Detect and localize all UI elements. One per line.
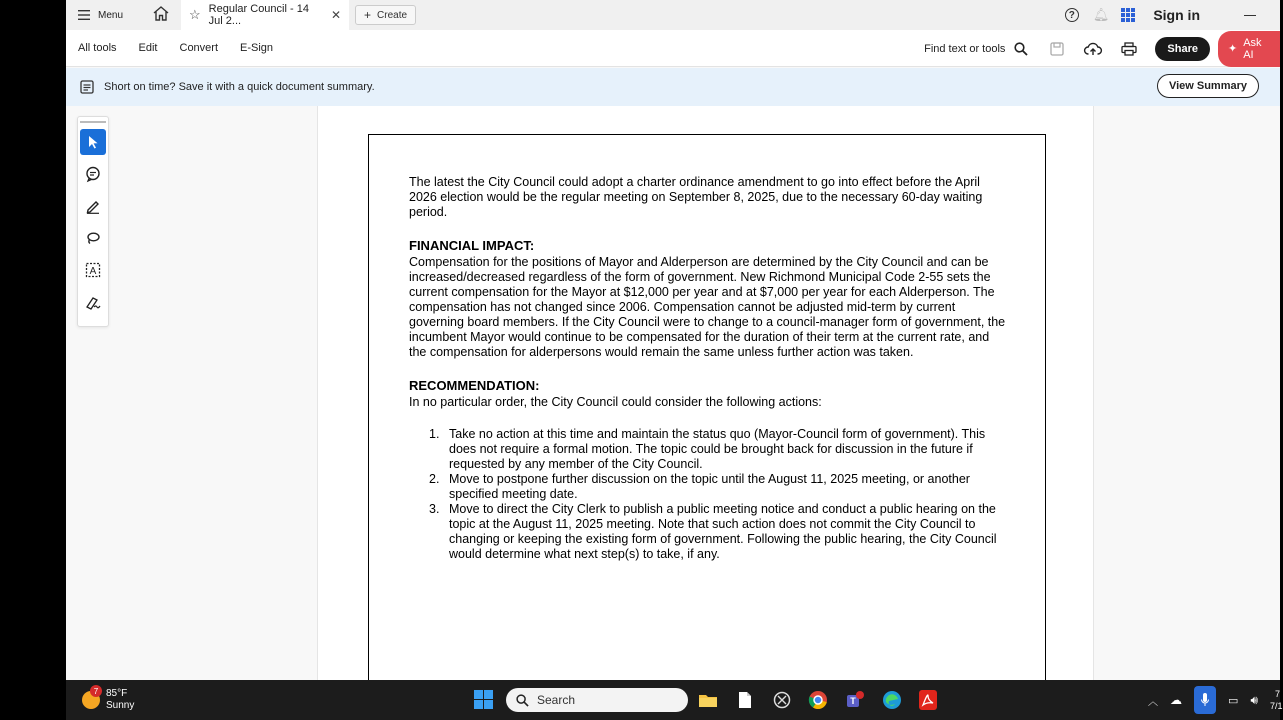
text-box-icon — [85, 262, 101, 278]
recommendation-intro: In no particular order, the City Council could consider the following actions: — [409, 395, 822, 409]
edge-icon[interactable] — [882, 690, 902, 710]
search-label: Search — [537, 693, 576, 707]
acrobat-icon[interactable] — [918, 690, 938, 710]
menu-convert[interactable]: Convert — [179, 42, 219, 54]
weather-badge: 7 — [90, 685, 102, 697]
chevron-up-icon[interactable]: ︿ — [1148, 696, 1159, 708]
select-tool-button[interactable] — [80, 129, 106, 155]
list-item — [429, 427, 1009, 472]
menu-label: Menu — [98, 9, 124, 21]
comment-icon — [85, 166, 101, 182]
save-icon[interactable] — [1047, 39, 1067, 59]
list-text: Move to postpone further discussion on the topic until the August 11, 2025 meeting, or another specified meeting date. — [449, 472, 970, 501]
search-icon[interactable] — [1011, 39, 1031, 59]
ask-ai-button[interactable] — [1218, 31, 1280, 67]
tab-title: Regular Council - 14 Jul 2... — [208, 3, 309, 27]
search-icon — [516, 694, 529, 707]
list-text: Take no action at this time and maintain the status quo (Mayor-Council form of government). This does not require a formal motion. The topic could be brought back for discussion in the future if requested by any member of the City Council. — [449, 427, 986, 471]
acrobat-window — [66, 0, 1280, 680]
home-button[interactable] — [153, 6, 169, 25]
plus-icon: + — [364, 8, 372, 22]
text-tool-button[interactable] — [80, 257, 106, 283]
svg-text:A: A — [89, 266, 97, 277]
document-summary-icon — [80, 80, 94, 94]
clock-time: 7 — [1274, 689, 1280, 699]
document-viewer[interactable] — [317, 106, 1094, 680]
list-item — [429, 472, 1009, 502]
ask-ai-label: Ask AI — [1243, 36, 1262, 61]
system-tray — [1148, 680, 1283, 720]
sign-in-button[interactable]: Sign in — [1153, 7, 1200, 23]
quick-tools-panel — [77, 116, 109, 327]
file-explorer-icon[interactable] — [698, 690, 718, 710]
pen-icon — [85, 198, 101, 214]
weather-temp: 85°F — [106, 688, 128, 699]
star-icon[interactable]: ☆ — [189, 7, 201, 22]
list-number: 1. — [429, 427, 440, 441]
cursor-icon — [87, 135, 99, 149]
clock-date: 7/1 — [1270, 701, 1283, 711]
page-content — [409, 175, 1009, 562]
recommendation-heading: RECOMMENDATION: — [409, 378, 540, 393]
volume-icon[interactable]: 🔊︎ — [1250, 692, 1258, 707]
upload-cloud-icon[interactable] — [1083, 39, 1103, 59]
sign-tool-button[interactable] — [80, 289, 106, 315]
windows-taskbar — [66, 680, 1283, 720]
comment-tool-button[interactable] — [80, 161, 106, 187]
notepad-icon[interactable] — [735, 690, 755, 710]
list-number: 2. — [429, 472, 440, 486]
summary-banner — [66, 68, 1280, 106]
menu-all-tools[interactable]: All tools — [78, 42, 117, 54]
menu-button[interactable] — [78, 10, 123, 21]
home-icon — [153, 6, 169, 21]
list-number: 3. — [429, 502, 440, 516]
list-text: Move to direct the City Clerk to publish a public meeting notice and conduct a public hearing on the topic at the August 11, 2025 meeting. Note that such action does not commit the City Council to changing or keeping the existing form of government. Following the public hearing, the City Council would determine what next step(s) to take, if any. — [449, 502, 997, 561]
highlight-tool-button[interactable] — [80, 193, 106, 219]
banner-text: Short on time? Save it with a quick document summary. — [104, 81, 375, 93]
print-icon[interactable] — [1119, 39, 1139, 59]
main-toolbar — [66, 30, 1280, 67]
action-list — [409, 427, 1009, 562]
svg-text:T: T — [850, 696, 856, 706]
onedrive-icon[interactable]: ☁ — [1170, 693, 1183, 707]
financial-impact-heading: FINANCIAL IMPACT: — [409, 238, 535, 253]
clock[interactable] — [1270, 688, 1283, 712]
bell-icon[interactable]: 🔔︎ — [1092, 7, 1110, 22]
signature-pen-icon — [85, 294, 101, 310]
find-tools-input[interactable]: Find text or tools — [924, 42, 1006, 55]
windows-start-icon[interactable] — [474, 690, 493, 709]
create-button[interactable] — [355, 5, 416, 25]
help-icon[interactable]: ? — [1065, 8, 1079, 22]
lasso-icon — [85, 230, 101, 246]
panel-grip[interactable] — [80, 121, 106, 123]
share-button[interactable]: Share — [1155, 37, 1210, 61]
weather-widget[interactable] — [82, 688, 134, 712]
menu-esign[interactable]: E-Sign — [240, 42, 274, 54]
financial-impact-paragraph: Compensation for the positions of Mayor and Alderperson are determined by the City Council and can be increased/decreased regardless of the form of government. New Richmond Municipal Code 2-55 sets the current compensation for the Mayor at $12,000 per year and at $7,000 per year for each Alderperson. The compensation has not changed since 2006. Compensation cannot be adjusted mid-term by current governing board members. If the City Council were to change to a council-manager form of government, the incumbent Mayor would continue to be compensated for the duration of their term at the current rate, and the compensation for alderpersons would remain the same unless further action was taken. — [409, 255, 1006, 359]
teams-icon[interactable] — [845, 690, 865, 710]
tab-document[interactable] — [181, 0, 349, 30]
ai-assistant-icon: ✦ — [1228, 43, 1238, 55]
close-icon[interactable]: ✕ — [330, 8, 342, 22]
tab-bar — [66, 0, 1280, 30]
intro-paragraph: The latest the City Council could adopt a charter ordinance amendment to go into effect before the April 2026 election would be the regular meeting on September 8, 2025, due to the necessary 60-day waiting period. — [409, 175, 983, 219]
menu-edit[interactable]: Edit — [138, 42, 158, 54]
sun-icon — [82, 686, 100, 709]
chrome-icon[interactable] — [808, 690, 828, 710]
minimize-button[interactable] — [1244, 15, 1256, 16]
display-icon[interactable]: ▭ — [1228, 694, 1239, 707]
weather-desc: Sunny — [106, 700, 135, 711]
create-label: Create — [377, 9, 408, 21]
taskbar-search[interactable] — [506, 688, 688, 712]
microphone-icon[interactable] — [1194, 686, 1216, 714]
apps-grid-icon[interactable] — [1121, 8, 1135, 22]
draw-tool-button[interactable] — [80, 225, 106, 251]
document-page — [368, 134, 1046, 694]
list-item — [429, 502, 1009, 562]
view-summary-button[interactable]: View Summary — [1157, 74, 1259, 98]
hamburger-icon — [78, 10, 90, 20]
snipping-tool-icon[interactable] — [772, 690, 792, 710]
